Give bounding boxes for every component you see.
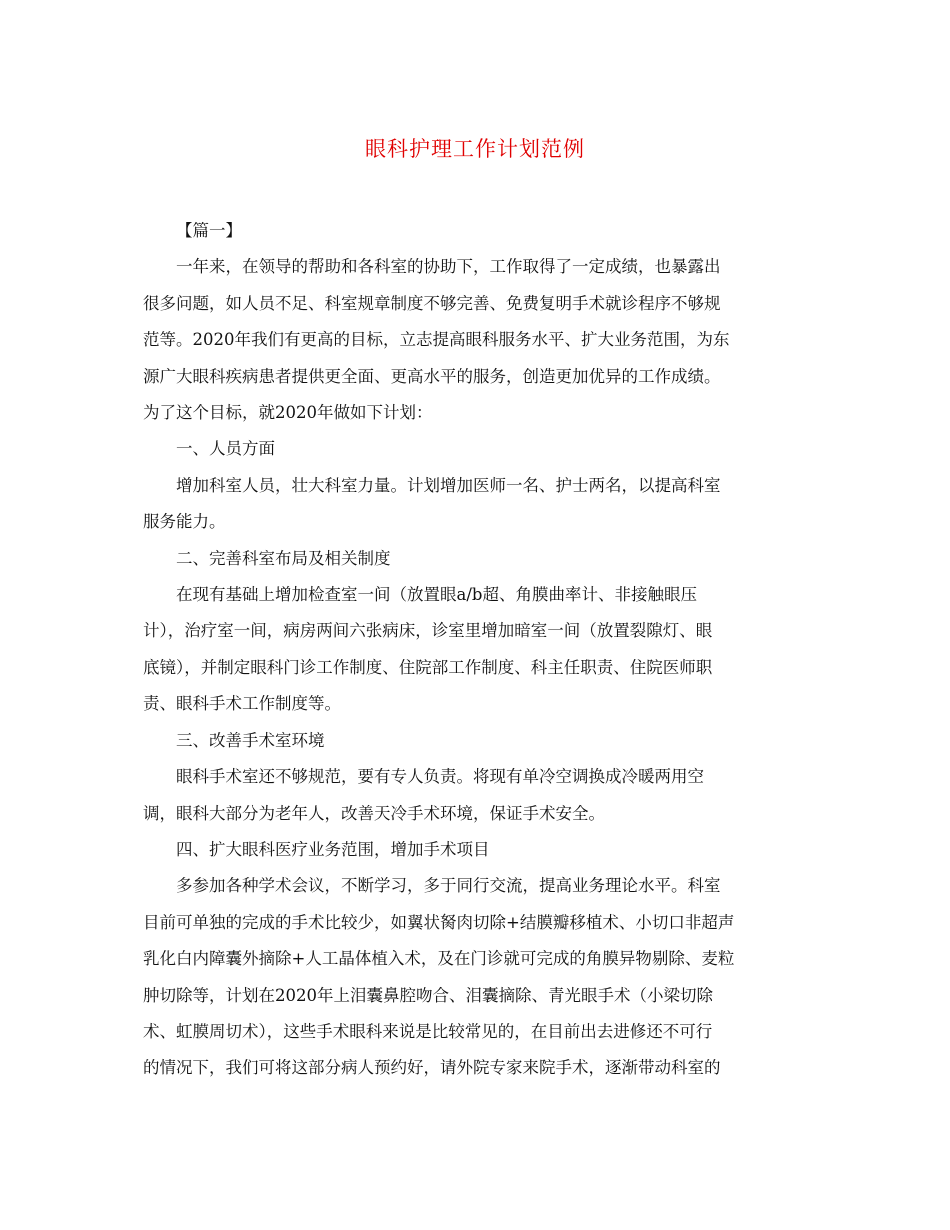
text-line: 目前可单独的完成的手术比较少，如翼状胬肉切除+结膜瓣移植术、小切口非超声 — [143, 912, 735, 932]
text-line: 责、眼科手术工作制度等。 — [143, 694, 341, 714]
text-line: 四、扩大眼科医疗业务范围，增加手术项目 — [176, 839, 490, 859]
paragraph — [143, 868, 815, 1086]
document-body — [143, 213, 815, 1087]
paragraph — [143, 577, 815, 723]
text-line: 术、虹膜周切术），这些手术眼科来说是比较常见的，在目前出去进修还不可行 — [143, 1021, 713, 1041]
paragraph — [143, 249, 815, 431]
paragraph — [143, 213, 815, 249]
paragraph — [143, 759, 815, 832]
text-line: 的情况下，我们可将这部分病人预约好，请外院专家来院手术，逐渐带动科室的 — [143, 1058, 721, 1078]
text-line: 肿切除等，计划在2020年上泪囊鼻腔吻合、泪囊摘除、青光眼手术（小梁切除 — [143, 985, 713, 1005]
paragraph — [143, 468, 815, 541]
paragraph — [143, 832, 815, 868]
document-title: 眼科护理工作计划范例 — [365, 137, 585, 161]
text-line: 【篇一】 — [176, 221, 242, 240]
paragraph — [143, 723, 815, 759]
text-line: 一、人员方面 — [176, 439, 275, 459]
text-line: 二、完善科室布局及相关制度 — [176, 548, 391, 568]
paragraph — [143, 431, 815, 467]
text-line: 为了这个目标，就2020年做如下计划： — [143, 403, 433, 423]
text-line: 一年来，在领导的帮助和各科室的协助下，工作取得了一定成绩，也暴露出 — [176, 257, 721, 277]
text-line: 在现有基础上增加检查室一间（放置眼a/b超、角膜曲率计、非接触眼压 — [176, 585, 697, 605]
text-line: 范等。2020年我们有更高的目标，立志提高眼科服务水平、扩大业务范围，为东 — [143, 330, 730, 350]
text-line: 服务能力。 — [143, 512, 226, 532]
text-line: 眼科手术室还不够规范，要有专人负责。将现有单冷空调换成冷暖两用空 — [176, 767, 704, 787]
text-line: 源广大眼科疾病患者提供更全面、更高水平的服务，创造更加优异的工作成绩。 — [143, 366, 721, 386]
text-line: 乳化白内障囊外摘除+人工晶体植入术，及在门诊就可完成的角膜异物剔除、麦粒 — [143, 949, 735, 969]
text-line: 调，眼科大部分为老年人，改善天冷手术环境，保证手术安全。 — [143, 803, 605, 823]
text-line: 计），治疗室一间，病房两间六张病床，诊室里增加暗室一间（放置裂隙灯、眼 — [143, 621, 713, 641]
text-line: 多参加各种学术会议，不断学习，多于同行交流，提高业务理论水平。科室 — [176, 876, 721, 896]
text-line: 很多问题，如人员不足、科室规章制度不够完善、免费复明手术就诊程序不够规 — [143, 293, 721, 313]
text-line: 三、改善手术室环境 — [176, 730, 325, 750]
paragraph — [143, 541, 815, 577]
text-line: 底镜），并制定眼科门诊工作制度、住院部工作制度、科主任职责、住院医师职 — [143, 657, 713, 677]
text-line: 增加科室人员，壮大科室力量。计划增加医师一名、护士两名，以提高科室 — [176, 475, 721, 495]
